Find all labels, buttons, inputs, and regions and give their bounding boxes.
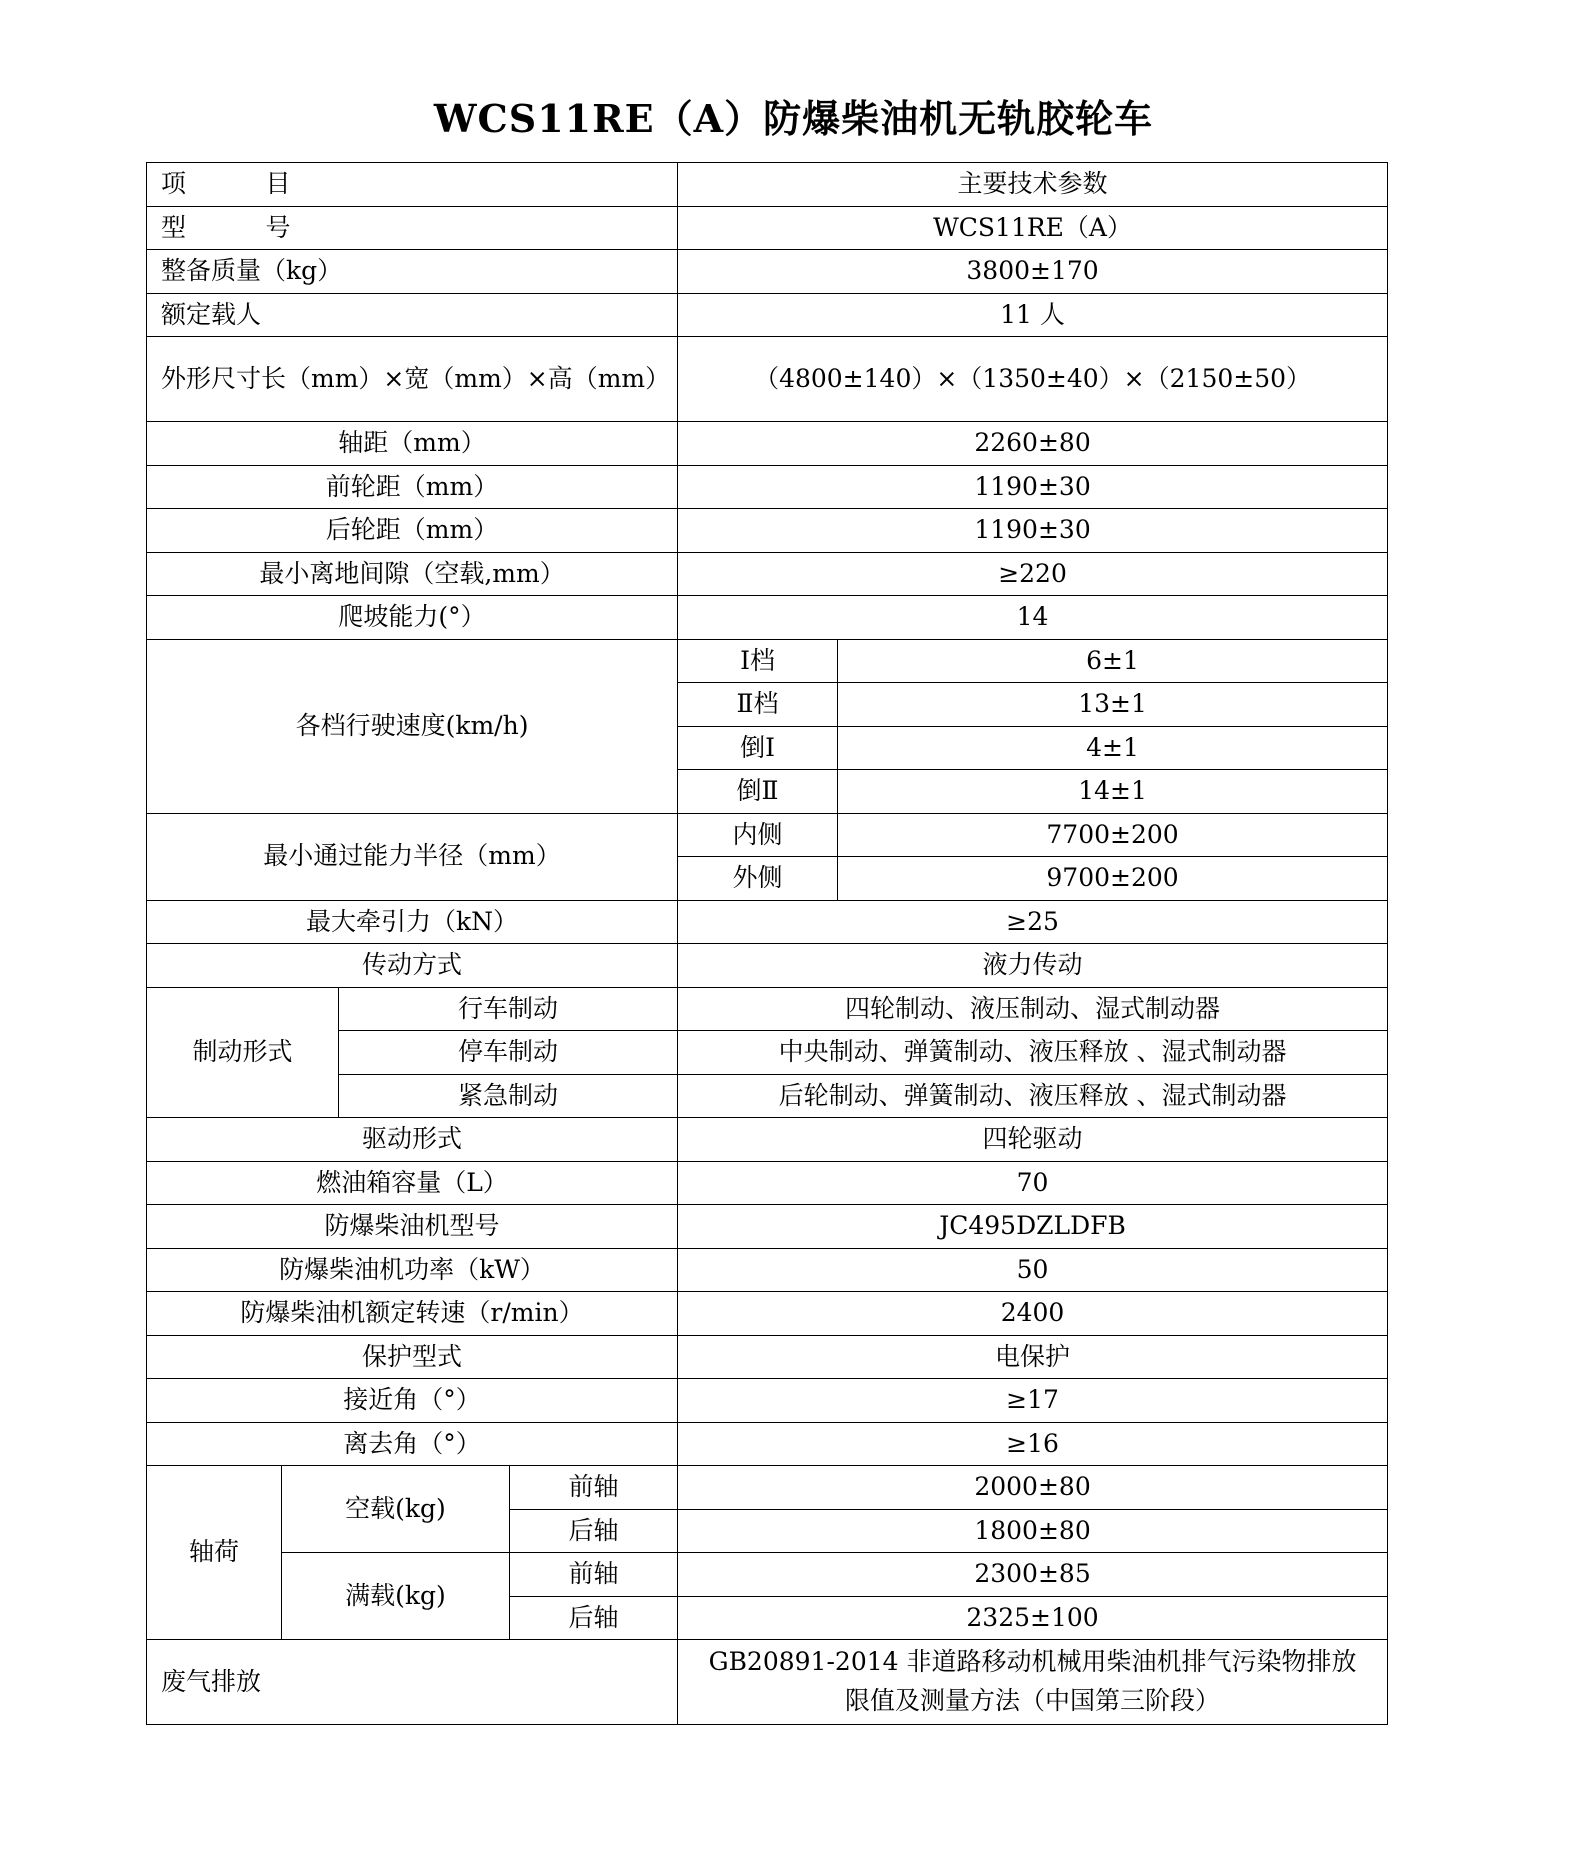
- row-value: 液力传动: [678, 944, 1388, 988]
- speed-label: 各档行驶速度(km/h): [147, 639, 678, 813]
- gear-label: 倒Ⅰ: [678, 726, 838, 770]
- gear-value: 6±1: [838, 639, 1388, 683]
- row-value: （4800±140）×（1350±40）×（2150±50）: [678, 337, 1388, 422]
- side-label: 外侧: [678, 857, 838, 901]
- table-row: [147, 596, 1388, 640]
- axle-position: 后轴: [510, 1509, 678, 1553]
- table-row: [147, 987, 1388, 1031]
- axle-value: 2000±80: [678, 1466, 1388, 1510]
- row-value: ≥220: [678, 552, 1388, 596]
- row-label: 最小离地间隙（空载,mm）: [147, 552, 678, 596]
- row-label: 额定载人: [147, 293, 678, 337]
- header-item: 项 目: [147, 163, 678, 207]
- table-row: [147, 944, 1388, 988]
- table-row: [147, 1205, 1388, 1249]
- brake-value: 后轮制动、弹簧制动、液压释放 、湿式制动器: [678, 1074, 1388, 1118]
- row-value: 1190±30: [678, 509, 1388, 553]
- table-row: [147, 639, 1388, 683]
- row-label: 防爆柴油机额定转速（r/min）: [147, 1292, 678, 1336]
- row-label: 整备质量（kg）: [147, 250, 678, 294]
- table-row: [147, 1379, 1388, 1423]
- table-header-row: [147, 163, 1388, 207]
- row-value: 2260±80: [678, 422, 1388, 466]
- turning-label: 最小通过能力半径（mm）: [147, 813, 678, 900]
- row-label: 传动方式: [147, 944, 678, 988]
- table-row: [147, 465, 1388, 509]
- table-row: [147, 1335, 1388, 1379]
- header-value: 主要技术参数: [678, 163, 1388, 207]
- table-row: [147, 1248, 1388, 1292]
- row-label: 外形尺寸长（mm）×宽（mm）×高（mm）: [147, 337, 678, 422]
- side-value: 9700±200: [838, 857, 1388, 901]
- row-label: 防爆柴油机型号: [147, 1205, 678, 1249]
- row-value: JC495DZLDFB: [678, 1205, 1388, 1249]
- row-value: 电保护: [678, 1335, 1388, 1379]
- axle-value: 1800±80: [678, 1509, 1388, 1553]
- row-label: 燃油箱容量（L）: [147, 1161, 678, 1205]
- gear-value: 4±1: [838, 726, 1388, 770]
- side-value: 7700±200: [838, 813, 1388, 857]
- row-value: 2400: [678, 1292, 1388, 1336]
- page-title: WCS11RE（A）防爆柴油机无轨胶轮车: [433, 96, 1154, 141]
- row-value: 1190±30: [678, 465, 1388, 509]
- table-row: [147, 552, 1388, 596]
- row-label: 后轮距（mm）: [147, 509, 678, 553]
- table-row: [147, 1466, 1388, 1510]
- row-value: 14: [678, 596, 1388, 640]
- row-value: WCS11RE（A）: [678, 206, 1388, 250]
- row-label: 保护型式: [147, 1335, 678, 1379]
- axle-value: 2300±85: [678, 1553, 1388, 1597]
- table-row: [147, 1422, 1388, 1466]
- brake-value: 中央制动、弹簧制动、液压释放 、湿式制动器: [678, 1031, 1388, 1075]
- row-label: 轴距（mm）: [147, 422, 678, 466]
- brake-value: 四轮制动、液压制动、湿式制动器: [678, 987, 1388, 1031]
- row-label: 离去角（°）: [147, 1422, 678, 1466]
- row-label: 防爆柴油机功率（kW）: [147, 1248, 678, 1292]
- brake-type: 停车制动: [339, 1031, 678, 1075]
- row-label: 驱动形式: [147, 1118, 678, 1162]
- gear-label: Ⅱ档: [678, 683, 838, 727]
- axle-position: 后轴: [510, 1596, 678, 1640]
- row-value: 3800±170: [678, 250, 1388, 294]
- gear-label: 倒Ⅱ: [678, 770, 838, 814]
- axle-position: 前轴: [510, 1553, 678, 1597]
- gear-value: 13±1: [838, 683, 1388, 727]
- row-label: 爬坡能力(°）: [147, 596, 678, 640]
- table-row: [147, 422, 1388, 466]
- table-row: [147, 1161, 1388, 1205]
- row-value: ≥25: [678, 900, 1388, 944]
- spec-table: [146, 162, 1388, 1725]
- table-row: [147, 337, 1388, 422]
- side-label: 内侧: [678, 813, 838, 857]
- row-label: 最大牵引力（kN）: [147, 900, 678, 944]
- brake-label: 制动形式: [147, 987, 339, 1118]
- table-row: [147, 1118, 1388, 1162]
- table-row: [147, 293, 1388, 337]
- row-value: 四轮驱动: [678, 1118, 1388, 1162]
- row-value: 11 人: [678, 293, 1388, 337]
- brake-type: 紧急制动: [339, 1074, 678, 1118]
- row-value: GB20891-2014 非道路移动机械用柴油机排气污染物排放限值及测量方法（中国第三阶段）: [678, 1640, 1388, 1725]
- axle-load-label: 轴荷: [147, 1466, 282, 1640]
- table-row: [147, 206, 1388, 250]
- row-label: 接近角（°）: [147, 1379, 678, 1423]
- axle-value: 2325±100: [678, 1596, 1388, 1640]
- table-row: [147, 1292, 1388, 1336]
- table-row: [147, 509, 1388, 553]
- row-label: 型 号: [147, 206, 678, 250]
- table-row: [147, 813, 1388, 857]
- gear-value: 14±1: [838, 770, 1388, 814]
- table-row: [147, 900, 1388, 944]
- axle-full-label: 满载(kg): [282, 1553, 510, 1640]
- row-value: ≥16: [678, 1422, 1388, 1466]
- row-label: 废气排放: [147, 1640, 678, 1725]
- axle-empty-label: 空载(kg): [282, 1466, 510, 1553]
- row-value: 50: [678, 1248, 1388, 1292]
- row-value: ≥17: [678, 1379, 1388, 1423]
- brake-type: 行车制动: [339, 987, 678, 1031]
- row-label: 前轮距（mm）: [147, 465, 678, 509]
- row-value: 70: [678, 1161, 1388, 1205]
- table-row: [147, 250, 1388, 294]
- table-row: [147, 1553, 1388, 1597]
- table-row: [147, 1640, 1388, 1725]
- gear-label: Ⅰ档: [678, 639, 838, 683]
- axle-position: 前轴: [510, 1466, 678, 1510]
